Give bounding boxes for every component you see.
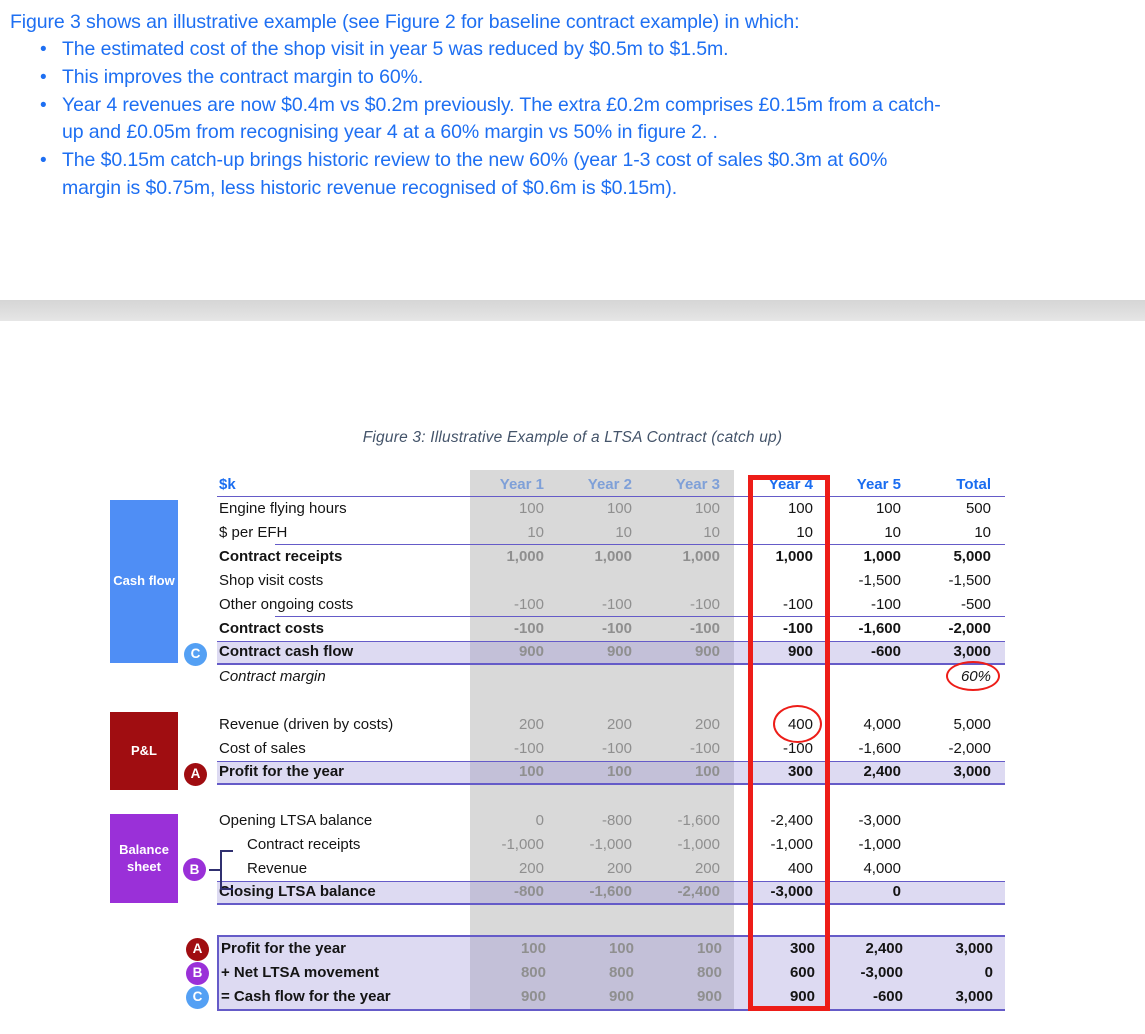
table-cell: -1,000 — [589, 836, 632, 853]
table-row-revenue-driven-by-costs — [217, 713, 1005, 737]
table-cell: -1,600 — [589, 883, 632, 900]
table-cell: -100 — [689, 620, 720, 637]
table-cell — [827, 665, 915, 689]
table-cell: 900 — [694, 643, 720, 660]
table-cell: -1,000 — [677, 836, 720, 853]
table-cell: -800 — [513, 883, 544, 900]
table-cell: 900 — [787, 643, 813, 660]
table-cell: -2,400 — [770, 812, 813, 829]
side-label-pnl: P&L — [110, 712, 178, 790]
bullet-line: • Year 4 revenues are now $0.4m vs $0.2m previously. The extra £0.2m comprises £0.15m from a catch- — [62, 93, 941, 116]
table-cell: -1,500 — [948, 572, 991, 589]
table-row-contract-margin — [217, 665, 1005, 689]
table-cell: 200 — [606, 860, 632, 877]
intro-bullet-3 — [10, 92, 1139, 148]
table-row-contract-cash-flow — [190, 641, 1005, 665]
table-cell: 900 — [518, 643, 544, 660]
table-cell: 800 — [520, 964, 546, 981]
table-cell — [915, 857, 1005, 881]
table-row-profit-for-the-year — [192, 937, 1005, 961]
table-cell: -100 — [689, 740, 720, 757]
col-header-year1: Year 1 — [499, 476, 544, 493]
table-section-pnl — [190, 713, 1005, 785]
table-cell — [646, 665, 734, 689]
table-cell: 100 — [520, 940, 546, 957]
balance-sheet-bracket — [220, 850, 233, 890]
row-label: + Net LTSA movement — [221, 964, 379, 981]
table-cell: 600 — [789, 964, 815, 981]
table-cell: 900 — [608, 988, 634, 1005]
table-cell: -100 — [601, 596, 632, 613]
table-cell: -1,600 — [858, 740, 901, 757]
table-cell: 1,000 — [775, 548, 813, 565]
table-cell: 400 — [787, 860, 813, 877]
table-cell — [470, 569, 558, 593]
badge-C: C — [186, 986, 209, 1009]
table-row-cash-flow-for-the-year — [192, 985, 1005, 1009]
table-cell: 1,000 — [863, 548, 901, 565]
table-cell: -1,000 — [770, 836, 813, 853]
col-header-total: Total — [956, 476, 991, 493]
table-cell: -3,000 — [858, 812, 901, 829]
table-cell — [915, 809, 1005, 833]
table-cell: 100 — [606, 500, 632, 517]
table-cell: -500 — [960, 596, 991, 613]
bullet-line: • The $0.15m catch-up brings historic review to the new 60% (year 1-3 cost of sales $0.3m at 60% — [62, 149, 888, 172]
row-label: Profit for the year — [221, 940, 347, 957]
bullet-line: margin is $0.75m, less historic revenue recognised of $0.6m is $0.15m). — [62, 176, 678, 199]
table-section-balance-sheet — [217, 809, 1005, 905]
table-cell: 100 — [518, 500, 544, 517]
row-label: $ per EFH — [219, 524, 288, 541]
table-cell: -100 — [782, 620, 813, 637]
table-cell: 5,000 — [953, 548, 991, 565]
table-cell: 100 — [694, 500, 720, 517]
table-cell: 800 — [696, 964, 722, 981]
row-label: Contract receipts — [247, 836, 361, 853]
table-cell: 3,000 — [953, 643, 991, 660]
badge-C: C — [184, 643, 207, 666]
table-cell: 3,000 — [953, 763, 991, 780]
table-cell: 100 — [608, 940, 634, 957]
table-cell: -1,000 — [858, 836, 901, 853]
table-header-row — [217, 473, 1005, 497]
table-cell: 100 — [787, 500, 813, 517]
table-cell: -100 — [513, 596, 544, 613]
intro-text-block — [10, 8, 1139, 203]
table-cell: -1,500 — [858, 572, 901, 589]
col-header-year2: Year 2 — [587, 476, 632, 493]
row-label: Contract cash flow — [219, 643, 354, 660]
bullet-line: • The estimated cost of the shop visit in year 5 was reduced by $0.5m to $1.5m. — [62, 38, 729, 60]
intro-bullet-2 — [10, 64, 1139, 92]
row-label: Contract margin — [219, 668, 326, 685]
table-cell: 2,400 — [863, 763, 901, 780]
table-cell: 100 — [518, 763, 544, 780]
table-section-cash-flow — [190, 497, 1005, 689]
table-cell: -800 — [601, 812, 632, 829]
row-label: Revenue — [247, 860, 308, 877]
table-cell: 200 — [694, 716, 720, 733]
row-label: Profit for the year — [219, 763, 345, 780]
row-label: Shop visit costs — [219, 572, 324, 589]
table-cell: 5,000 — [953, 716, 991, 733]
table-cell: 800 — [608, 964, 634, 981]
table-row-per-efh — [217, 521, 1005, 545]
year4-highlight-box — [748, 475, 830, 1011]
table-row-contract-receipts — [217, 545, 1005, 569]
table-cell: 900 — [789, 988, 815, 1005]
table-cell: 100 — [694, 763, 720, 780]
badge-B: B — [186, 962, 209, 985]
unit-header: $k — [219, 476, 236, 493]
table-cell: -100 — [782, 596, 813, 613]
table-cell — [915, 665, 1005, 689]
badge-A: A — [186, 938, 209, 961]
side-label-balance-sheet: Balance sheet — [110, 814, 178, 903]
table-row-other-ongoing-costs — [217, 593, 1005, 617]
table-cell: 200 — [694, 860, 720, 877]
table-cell: 10 — [527, 524, 544, 541]
row-label: Contract costs — [219, 620, 325, 637]
table-cell — [558, 569, 646, 593]
table-cell: -600 — [872, 988, 903, 1005]
table-cell — [915, 882, 1005, 903]
table-cell: 1,000 — [682, 548, 720, 565]
table-cell — [646, 569, 734, 593]
table-cell: -100 — [513, 740, 544, 757]
section-divider-bar — [0, 300, 1145, 321]
row-label: = Cash flow for the year — [221, 988, 391, 1005]
financial-table — [189, 473, 1005, 1013]
table-cell: -3,000 — [770, 883, 813, 900]
table-cell: -2,000 — [948, 740, 991, 757]
table-cell: 0 — [535, 812, 544, 829]
table-cell: -100 — [870, 596, 901, 613]
table-cell: -100 — [513, 620, 544, 637]
badge-A: A — [184, 763, 207, 786]
table-row-closing-ltsa-balance — [217, 881, 1005, 905]
table-cell: 2,400 — [865, 940, 903, 957]
table-cell: 500 — [965, 500, 991, 517]
table-cell: -3,000 — [860, 964, 903, 981]
table-row-contract-receipts — [217, 833, 1005, 857]
table-cell: 200 — [518, 860, 544, 877]
bullet-line: up and £0.05m from recognising year 4 at a 60% margin vs 50% in figure 2. . — [62, 121, 718, 144]
table-cell: 100 — [696, 940, 722, 957]
table-cell: -1,600 — [858, 620, 901, 637]
table-row-cost-of-sales — [217, 737, 1005, 761]
table-row-opening-ltsa-balance — [217, 809, 1005, 833]
table-cell: 4,000 — [863, 716, 901, 733]
table-cell: 300 — [789, 940, 815, 957]
col-header-year5: Year 5 — [856, 476, 901, 493]
table-cell: -100 — [689, 596, 720, 613]
table-cell: -100 — [601, 740, 632, 757]
table-cell: 10 — [615, 524, 632, 541]
side-label-cash-flow: Cash flow — [110, 500, 178, 663]
table-cell: 10 — [703, 524, 720, 541]
table-cell: -100 — [601, 620, 632, 637]
intro-bullet-4 — [10, 147, 1139, 203]
table-cell: 900 — [606, 643, 632, 660]
row-label: Cost of sales — [219, 740, 306, 757]
table-cell: 1,000 — [594, 548, 632, 565]
intro-bullet-1 — [10, 36, 1139, 64]
intro-heading: Figure 3 shows an illustrative example (see Figure 2 for baseline contract example) in which: — [10, 11, 800, 33]
row-label: Closing LTSA balance — [219, 883, 376, 900]
table-cell — [470, 665, 558, 689]
red-circled-value: 60% — [961, 665, 991, 689]
table-cell: 200 — [518, 716, 544, 733]
table-cell: 300 — [787, 763, 813, 780]
table-cell: -2,400 — [677, 883, 720, 900]
table-cell: 3,000 — [955, 988, 993, 1005]
row-label: Revenue (driven by costs) — [219, 716, 394, 733]
table-cell: 3,000 — [955, 940, 993, 957]
table-cell: 100 — [875, 500, 901, 517]
col-header-year3: Year 3 — [675, 476, 720, 493]
bullet-line: • This improves the contract margin to 60%. — [62, 65, 424, 88]
row-label: Opening LTSA balance — [219, 812, 373, 829]
table-cell: -100 — [782, 740, 813, 757]
intro-bullet-list — [10, 36, 1139, 203]
table-cell: 4,000 — [863, 860, 901, 877]
table-cell: 10 — [884, 524, 901, 541]
table-cell: 0 — [892, 883, 901, 900]
table-cell: -600 — [870, 643, 901, 660]
table-cell — [558, 665, 646, 689]
table-cell: 10 — [974, 524, 991, 541]
table-cell: 900 — [520, 988, 546, 1005]
table-row-shop-visit-costs — [217, 569, 1005, 593]
row-label: Contract receipts — [219, 548, 343, 565]
figure-caption: Figure 3: Illustrative Example of a LTSA Contract (catch up) — [362, 429, 783, 446]
table-cell: 200 — [606, 716, 632, 733]
table-row-profit-for-the-year — [190, 761, 1005, 785]
badge-B: B — [183, 858, 206, 881]
table-cell: -1,600 — [677, 812, 720, 829]
summary-block — [192, 935, 1005, 1011]
table-cell — [915, 833, 1005, 857]
row-label: Engine flying hours — [219, 500, 347, 517]
table-cell: 100 — [606, 763, 632, 780]
table-cell: -2,000 — [948, 620, 991, 637]
table-cell: 1,000 — [506, 548, 544, 565]
table-body — [190, 497, 1005, 1011]
table-row-engine-flying-hours — [217, 497, 1005, 521]
table-row-net-ltsa-movement — [192, 961, 1005, 985]
row-label: Other ongoing costs — [219, 596, 354, 613]
red-circled-value: 400 — [788, 713, 813, 737]
col-header-year4: Year 4 — [768, 476, 813, 493]
table-row-revenue — [217, 857, 1005, 881]
table-cell: 900 — [696, 988, 722, 1005]
table-row-contract-costs — [217, 617, 1005, 641]
table-cell: 0 — [984, 964, 993, 981]
table-cell: -1,000 — [501, 836, 544, 853]
table-cell: 10 — [796, 524, 813, 541]
